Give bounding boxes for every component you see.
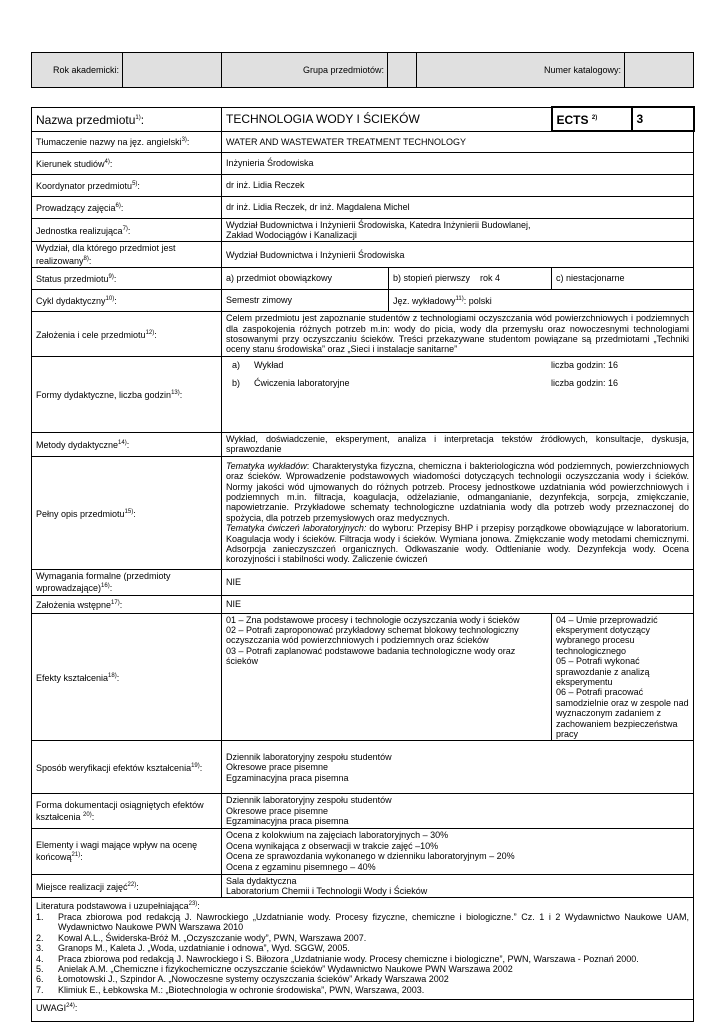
elementy-value: Ocena z kolokwium na zajęciach laboratoryjnych – 30% Ocena wynikająca z obserwacji w trakcie zajęć –10% Ocena ze sprawozdania wykonanego w dzienniku laboratoryjnym – 20% Ocena z egzaminu pisemnego – 40% <box>222 828 694 874</box>
dokumentacja-value: Dziennik laboratoryjny zespołu studentów Okresowe prace pisemne Egzaminacyjna praca pisemna <box>222 794 694 828</box>
course-table <box>31 106 695 1022</box>
efekt-item: 05 – Potrafi wykonać sprawozdanie z analizą eksperymentu <box>556 656 650 687</box>
nazwa-value: TECHNOLOGIA WODY I ŚCIEKÓW <box>222 107 552 131</box>
efekty-right <box>552 613 694 741</box>
tlumaczenie-label: Tłumaczenie nazwy na jęz. angielski$^{3)}$: <box>32 131 222 152</box>
row-cykl <box>32 290 694 312</box>
wydzial-value: Wydział Budownictwa i Inżynierii Środowiska <box>222 242 694 268</box>
miejsce-value: Sala dydaktyczna Laboratorium Chemii i Technologii Wody i Ścieków <box>222 874 694 898</box>
dokumentacja-label: Forma dokumentacji osiągniętych efektów kształcenia $^{20)}$: <box>32 794 222 828</box>
zalozenia-label: Założenia i cele przedmiotu$^{12)}$: <box>32 312 222 357</box>
numer-value[interactable] <box>625 53 694 88</box>
grupa-label: Grupa przedmiotów: <box>222 53 388 88</box>
ects-label: ECTS $^{2)}$ <box>552 107 632 131</box>
row-prowadzacy <box>32 196 694 218</box>
row-tlumaczenie <box>32 131 694 152</box>
uwagi-cell: UWAGI$^{24)}$: <box>32 1000 694 1022</box>
numer-label: Numer katalogowy: <box>417 53 625 88</box>
status-a: a) przedmiot obowiązkowy <box>222 268 389 290</box>
tlumaczenie-value: WATER AND WASTEWATER TREATMENT TECHNOLOGY <box>222 131 694 152</box>
grupa-value[interactable] <box>388 53 417 88</box>
literatura-item: 7. Klimiuk E., Łebkowska M.: „Biotechnologia w ochronie środowiska”, PWN, Warszawa, 2003. <box>36 984 425 995</box>
formy-label: Formy dydaktyczne, liczba godzin$^{13)}$: <box>32 356 222 432</box>
row-wydzial <box>32 242 694 268</box>
metody-label: Metody dydaktyczne$^{14)}$: <box>32 432 222 456</box>
row-wstepne <box>32 595 694 613</box>
efekt-item: 01 – Zna podstawowe procesy i technologie oczyszczania wody i ścieków <box>226 614 520 625</box>
wstepne-value: NIE <box>222 595 694 613</box>
literatura-label: Literatura podstawowa i uzupełniająca$^{23)}$: <box>36 901 200 912</box>
wymagania-label: Wymagania formalne (przedmioty wprowadzające)$^{16)}$: <box>32 569 222 595</box>
header-table <box>31 52 694 88</box>
opis-label: Pełny opis przedmiotu$^{15)}$: <box>32 456 222 569</box>
rok-label: Rok akademicki: <box>32 53 123 88</box>
row-dokumentacja <box>32 794 694 828</box>
literatura-item: 2. Kowal A.L., Świderska-Bróż M. „Oczyszczanie wody”, PWN, Warszawa 2007. <box>36 932 367 943</box>
prowadzacy-value: dr inż. Lidia Reczek, dr inż. Magdalena Michel <box>222 196 694 218</box>
status-c: c) niestacjonarne <box>552 268 694 290</box>
literatura-item: 6. Łomotowski J., Szpindor A. „Nowoczesne systemy oczyszczania ścieków” Arkady Warszawa 2002 <box>36 974 449 985</box>
kierunek-label: Kierunek studiów$^{4)}$: <box>32 152 222 174</box>
forma-item: a) Wykład liczba godzin: 16 <box>232 359 619 370</box>
row-wymagania <box>32 569 694 595</box>
row-metody <box>32 432 694 456</box>
status-label: Status przedmiotu$^{9)}$: <box>32 268 222 290</box>
jezyk-value: Jęz. wykładowy$^{11)}$: polski <box>389 290 694 312</box>
literatura-item: 3. Granops M., Kaleta J. „Woda, uzdatnianie i odnowa”, Wyd. SGGW, 2005. <box>36 943 350 954</box>
nazwa-label: Nazwa przedmiotu$^{1)}$: <box>32 107 222 131</box>
efekt-item: 02 – Potrafi zaproponować przykładowy schemat blokowy technologiczny oczyszczania wód powierzchniowych i podziemnych oraz ścieków <box>226 624 519 646</box>
weryfikacja-value: Dziennik laboratoryjny zespołu studentów Okresowe prace pisemne Egzaminacyjna praca pisemna <box>222 741 694 794</box>
metody-value: Wykład, doświadczenie, eksperyment, analiza i interpretacja tekstów źródłowych, konsultacje, dyskusja, sprawozdanie <box>222 432 694 456</box>
row-opis <box>32 456 694 569</box>
row-elementy <box>32 828 694 874</box>
koordynator-value: dr inż. Lidia Reczek <box>222 174 694 196</box>
efekty-label: Efekty kształcenia$^{18)}$: <box>32 613 222 741</box>
cykl-value: Semestr zimowy <box>222 290 389 312</box>
wymagania-value: NIE <box>222 569 694 595</box>
literatura-list <box>36 912 689 995</box>
row-jednostka <box>32 218 694 242</box>
row-nazwa <box>32 107 694 131</box>
wydzial-label: Wydział, dla którego przedmiot jest realizowany$^{8)}$: <box>32 242 222 268</box>
row-uwagi <box>32 1000 694 1022</box>
forma-item: b) Ćwiczenia laboratoryjne liczba godzin: 16 <box>232 378 619 389</box>
cykl-label: Cykl dydaktyczny$^{10)}$: <box>32 290 222 312</box>
koordynator-label: Koordynator przedmiotu$^{5)}$: <box>32 174 222 196</box>
miejsce-label: Miejsce realizacji zajęć$^{22)}$: <box>32 874 222 898</box>
literatura-cell <box>32 898 694 1000</box>
row-literatura <box>32 898 694 1000</box>
ects-value: 3 <box>632 107 694 131</box>
status-b: b) stopień pierwszy rok 4 <box>389 268 552 290</box>
efekt-item: 06 – Potrafi pracować samodzielnie oraz w zespole nad wyznaczonym zadaniem z zachowaniem bezpieczeństwa pracy <box>556 687 689 740</box>
row-status <box>32 268 694 290</box>
literatura-item: 4. Praca zbiorowa pod redakcją J. Nawrockiego i S. Biłozora „Uzdatnianie wody. Procesy chemiczne i biologiczne”, PWN, Warszawa - Poznań 2000. <box>36 953 639 964</box>
rok-value[interactable] <box>123 53 222 88</box>
jednostka-label: Jednostka realizująca$^{7)}$: <box>32 218 222 242</box>
row-zalozenia <box>32 312 694 357</box>
row-kierunek <box>32 152 694 174</box>
row-miejsce <box>32 874 694 898</box>
efekty-left <box>222 613 552 741</box>
prowadzacy-label: Prowadzący zajęcia$^{6)}$: <box>32 196 222 218</box>
elementy-label: Elementy i wagi mające wpływ na ocenę końcową$^{21)}$: <box>32 828 222 874</box>
row-weryfikacja <box>32 741 694 794</box>
efekt-item: 04 – Umie przeprowadzić eksperyment dotyczący wybranego procesu technologicznego <box>556 614 658 656</box>
weryfikacja-label: Sposób weryfikacji efektów kształcenia$^{19)}$: <box>32 741 222 794</box>
row-koordynator <box>32 174 694 196</box>
opis-value: Tematyka wykładów: Charakterystyka fizyczna, chemiczna i bakteriologiczna wód podziemnych, powierzchniowych oraz ścieków. Wprowadzenie podstawowych wiadomości dotyczących technologii oczyszczania wody i ścieków. Normy jakości wód ujmowanych do różnych potrzeb. Procesy jednostkowe uzdatniania wód powierzchniowych i podziemnych m.in. filtracja, koagulacja, odżelazianie, odmanganianie, dezynfekcja, sorpcja, zmiękczanie, napowietrzanie. Przykładowe schematy technologiczne uzdatniania wody dla potrzeb wody przeznaczonej do spożycia, dla potrzeb przemysłowych oraz medycznych. Tematyka ćwiczeń laboratoryjnych: do wyboru: Przepisy BHP i przepisy porządkowe obowiązujące w laboratorium. Koagulacja wody i ścieków. Filtracja wody i ścieków. Wymiana jonowa. Zmiękczanie wody metodami chemicznymi. Adsorpcja zanieczyszczeń organicznych. Odkwaszanie wody. Odtlenianie wody. Dezynfekcja wody. Ocena korozyjności i stabilności wody. Zaliczenie ćwiczeń <box>222 456 694 569</box>
row-formy <box>32 356 694 432</box>
literatura-item: 1. Praca zbiorowa pod redakcją J. Nawrockiego „Uzdatnianie wody. Procesy fizyczne, chemiczne i biologiczne.” Cz. 1 i 2 Wydawnictwo Naukowe UAM, Wydawnictwo Naukowe PWN Warszawa 2010 <box>36 911 689 933</box>
kierunek-value: Inżynieria Środowiska <box>222 152 694 174</box>
zalozenia-value: Celem przedmiotu jest zapoznanie studentów z technologiami oczyszczania wód powierzchniowych i podziemnych dla zaspokojenia różnych potrzeb m.in: wody do picia, wody dla przemysłu oraz nowoczesnymi technologiami stosowanymi przy oczyszczaniu ścieków. Treści przekazywane studentom powiązane są przedmiotami „Techniki oceny stanu środowiska” oraz „Sieci i instalacje sanitarne” <box>222 312 694 357</box>
jednostka-value: Wydział Budownictwa i Inżynierii Środowiska, Katedra Inżynierii Budowlanej, Zakład Wodociągów i Kanalizacji <box>222 218 694 242</box>
efekt-item: 03 – Potrafi zaplanować podstawowe badania technologiczne wody oraz ścieków <box>226 645 516 667</box>
wstepne-label: Założenia wstępne$^{17)}$: <box>32 595 222 613</box>
formy-value <box>222 356 694 432</box>
row-efekty <box>32 613 694 741</box>
literatura-item: 5. Anielak A.M. „Chemiczne i fizykochemiczne oczyszczanie ścieków” Wydawnictwo Naukowe PWN Warszawa 2002 <box>36 963 513 974</box>
